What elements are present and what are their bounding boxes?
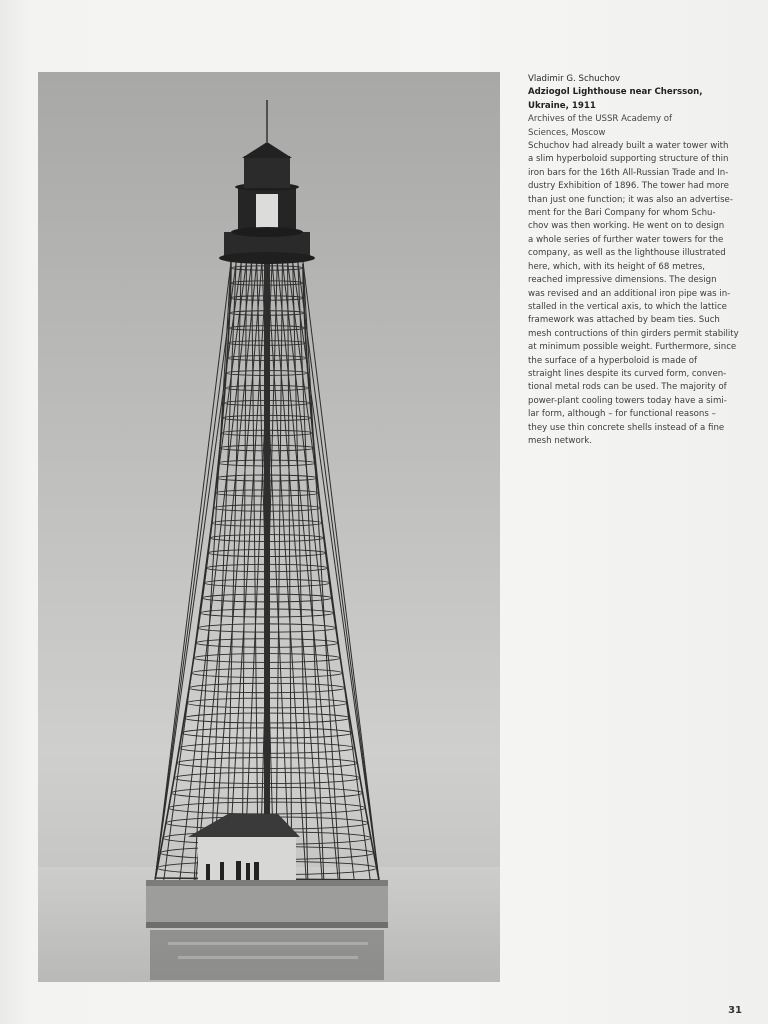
caption-body [528, 140, 748, 448]
photo-caption [528, 73, 748, 448]
caption-body-line: lar form, although – for functional reasons – [528, 409, 716, 420]
caption-body-line: they use thin concrete shells instead of a fine [528, 422, 725, 433]
caption-body-line: stalled in the vertical axis, to which the lattice [528, 301, 727, 312]
caption-archive-line-2: Sciences, Moscow [528, 127, 606, 138]
caption-body-line: a slim hyperboloid supporting structure of thin [528, 154, 729, 165]
stone-foundation [146, 880, 388, 928]
caption-title-line-2: Ukraine, 1911 [528, 100, 596, 111]
caption-body-line: chov was then working. He went on to design [528, 221, 725, 232]
caption-body-line: straight lines despite its curved form, conven- [528, 368, 727, 379]
caption-body-line: the surface of a hyperboloid is made of [528, 355, 698, 366]
caption-body-line: company, as well as the lighthouse illustrated [528, 248, 726, 259]
caption-body-line: power-plant cooling towers today have a simi- [528, 395, 727, 406]
caption-body-line: reached impressive dimensions. The design [528, 275, 717, 286]
caption-body-line: mesh contructions of thin girders permit stability [528, 328, 739, 339]
caption-body-line: mesh network. [528, 435, 592, 446]
caption-body-line: framework was attached by beam ties. Such [528, 315, 720, 326]
caption-archive-line-1: Archives of the USSR Academy of [528, 114, 673, 125]
caption-body-line: here, which, with its height of 68 metres, [528, 261, 705, 272]
caption-body-line: a whole series of further water towers for the [528, 234, 724, 245]
central-pipe [264, 262, 270, 882]
caption-body-line: was revised and an additional iron pipe was in- [528, 288, 731, 299]
caption-title-line-1: Adziogol Lighthouse near Chersson, [528, 87, 703, 98]
caption-body-line: iron bars for the 16th All-Russian Trade and In- [528, 167, 729, 178]
caption-body-line: ment for the Bari Company for whom Schu- [528, 208, 716, 219]
reflection [150, 930, 384, 980]
caption-body-line: Schuchov had already built a water tower with [528, 141, 729, 152]
caption-body-line: tional metal rods can be used. The majority of [528, 382, 727, 393]
caption-body-line: at minimum possible weight. Furthermore, since [528, 342, 737, 353]
caption-body-line: dustry Exhibition of 1896. The tower had more [528, 181, 729, 192]
caption-body-line: than just one function; it was also an advertise- [528, 194, 733, 205]
lighthouse-photograph [38, 72, 500, 982]
caption-author: Vladimir G. Schuchov [528, 74, 621, 84]
page-number: 31 [728, 1005, 742, 1016]
